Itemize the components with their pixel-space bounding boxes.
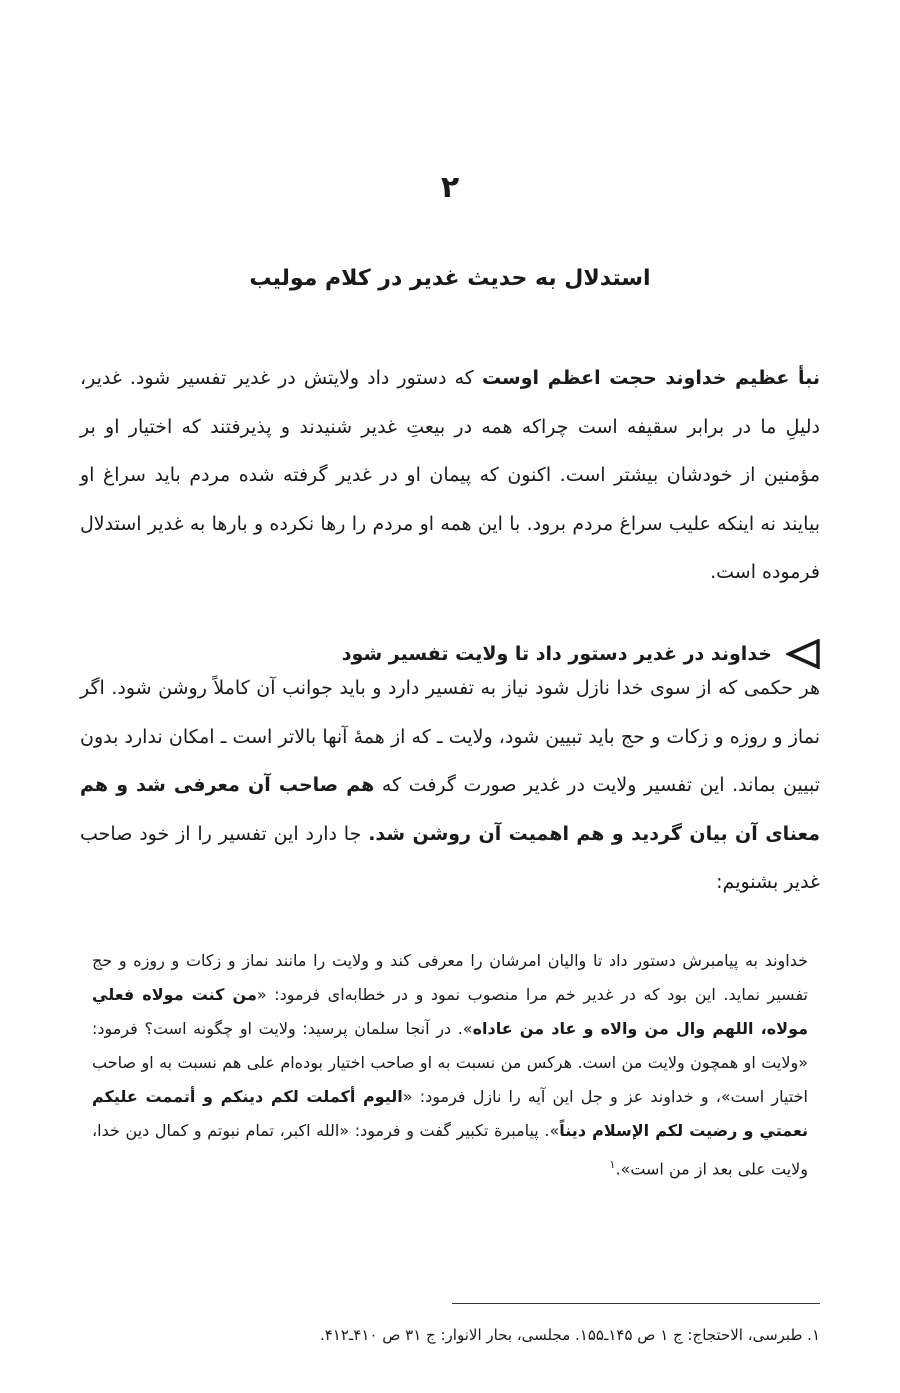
chapter-number: ۲ — [440, 170, 460, 205]
intro-bold-lead: نبأ عظیم خداوند حجت اعظم اوست — [481, 367, 820, 389]
quote-part-1: خداوند به پیامبرش دستور داد تا والیان امرشان را معرفی کند و ولایت را مانند نماز و زکات و روزه و حج تفسیر نماید. این بود که در غدیر خم مرا منصوب نمود و در خطابه‌ای فرمود: « — [92, 951, 809, 1004]
section-paragraph — [80, 664, 820, 907]
quote-part-2: ». در آنجا سلمان پرسید: ولایت او چگونه است؟ فرمود: «ولایت او همچون ولایت من است. هرکس من نسبت به او صاحب اختیار بوده‌ام علی هم نسبت به او صاحب اختیار است»، و خداوند عز و جل این آیه را نازل فرمود: « — [92, 1019, 808, 1106]
section-text-before: هر حکمی که از سوی خدا نازل شود نیاز به تفسیر دارد و باید جوانب آن کاملاً روشن شود. اگر نماز و روزه و زکات و حج باید تبیین شود، ولایت ـ که از همهٔ آنها بالاتر است ـ امکان ندارد بدون تبیین بماند. این تفسیر ولایت در غدیر صورت گرفت که — [80, 677, 820, 796]
section-heading-label: خداوند در غدیر دستور داد تا ولایت تفسیر شود — [341, 643, 772, 665]
book-page — [80, 0, 820, 1393]
footnote: ۱. طبرسی، الاحتجاج: ج ۱ ص ۱۴۵ـ۱۵۵. مجلسی، بحار الانوار: ج ۳۱ ص ۴۱۰ـ۴۱۲. — [319, 1326, 820, 1344]
quote-bold-1: من كنت مولاه فعلي مولاه، اللهم وال من والاه و عاد من عاداه — [92, 985, 809, 1038]
footnote-divider — [452, 1303, 820, 1304]
quote-part-3: ». پیامبرة تکبیر گفت و فرمود: «الله اکبر، تمام نبوتم و کمال دین خدا، ولایت علی بعد از من است». — [92, 1121, 808, 1179]
section-bold-text: هم صاحب آن معرفی شد و هم معنای آن بیان گردید و هم اهمیت آن روشن شد. — [80, 774, 820, 845]
section-text-after: جا دارد این تفسیر را از خود صاحب غدیر بشنویم: — [80, 822, 820, 893]
hadith-quote — [92, 944, 808, 1186]
intro-paragraph — [80, 354, 820, 597]
intro-text: که دستور داد ولایتش در غدیر تفسیر شود. غدیر، دلیلِ ما در برابر سقیفه است چراکه همه در بیعتِ غدیر شنیدند و پذیرفتند که اختیار او بر مؤمنین از خودشان بیشتر است. اکنون که پیمان او در غدیر گرفته شده مردم باید سراغ او بیایند نه اینکه علیب سراغ مردم برود. با این همه او مردم را رها نکرده و بارها به غدیر استدلال فرموده است. — [80, 367, 820, 583]
chapter-title: استدلال به حدیث غدیر در کلام مولیب — [249, 266, 651, 291]
footnote-reference[interactable]: ۱ — [609, 1158, 616, 1171]
quote-bold-2: اليوم أكملت لكم دينكم و أتممت عليكم نعمتي و رضيت لكم الإسلام ديناً — [92, 1087, 809, 1140]
